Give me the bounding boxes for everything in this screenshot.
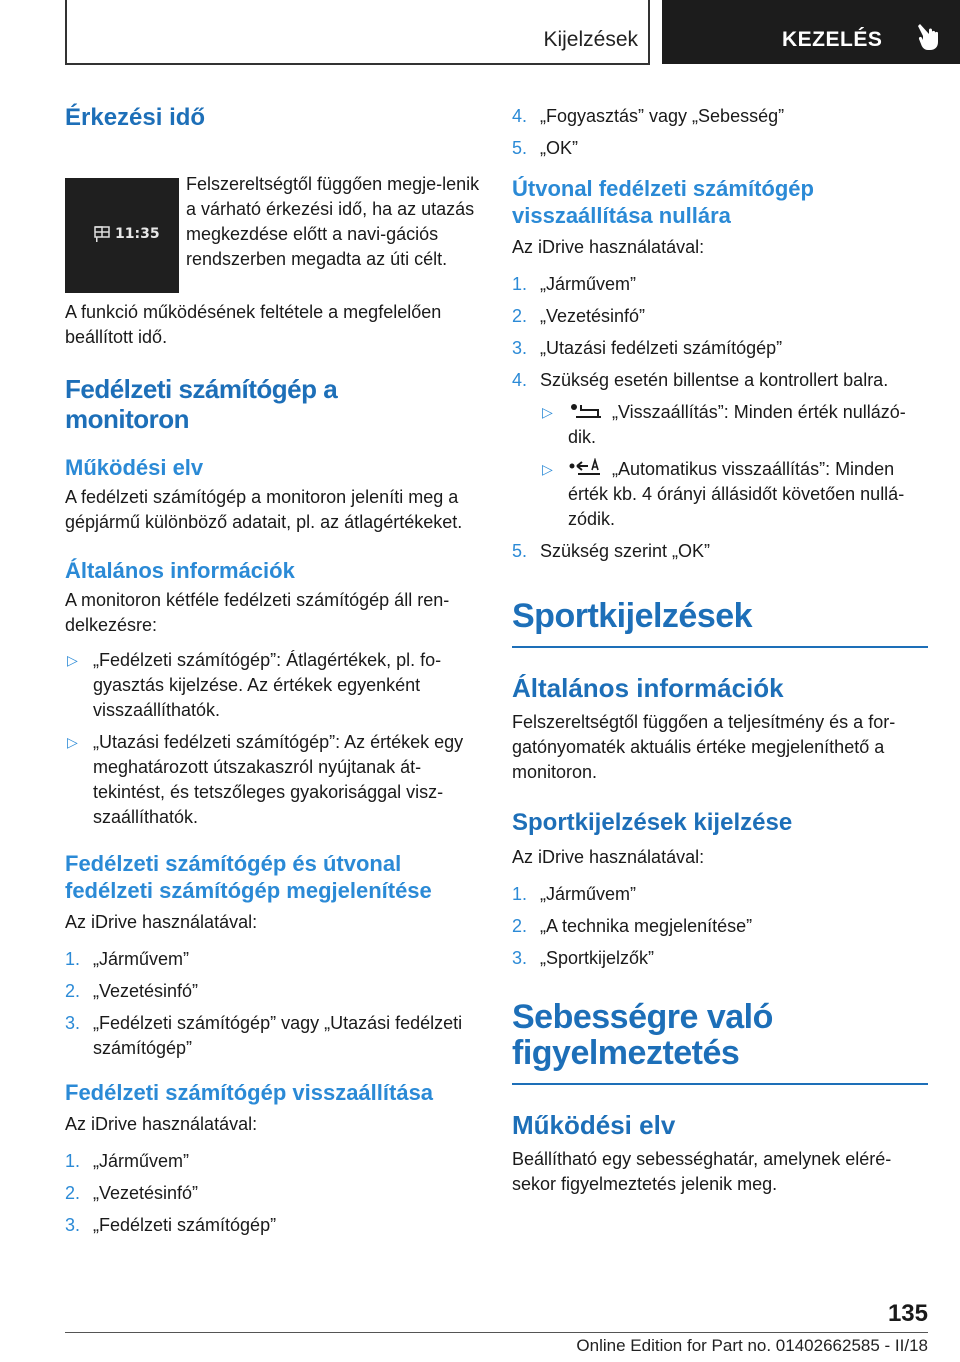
list-item-text: „Fedélzeti számítógép”: Átlagértékek, pl. fo-gyasztás kijelzése. Az értékek egyenként visszaállíthatók. [93, 650, 442, 720]
sport-display-steps [512, 882, 928, 971]
header-line-left [65, 0, 67, 64]
arrival-title: Érkezési idő [65, 104, 206, 131]
header-chapter-label: KEZELÉS [782, 28, 883, 51]
step-text: „Járművem” [540, 884, 637, 904]
destination-flag-icon [93, 225, 111, 243]
step-number: 3. [512, 948, 528, 968]
step-text: Szükség szerint „OK” [540, 541, 711, 561]
step-number: 1. [512, 884, 528, 904]
page-number: 135 [887, 1300, 928, 1327]
step-text: „OK” [540, 138, 578, 158]
step-number: 1. [512, 274, 528, 294]
sport-display-intro: Az iDrive használatával: [512, 847, 705, 867]
general-text: A monitoron kétféle fedélzeti számítógép áll ren-delkezésre: [65, 590, 450, 635]
header-line-right [648, 0, 650, 64]
step-number: 2. [65, 981, 81, 1001]
triangle-bullet-icon: ▷ [67, 652, 78, 668]
sport-general-title: Általános információk [512, 673, 784, 703]
list-item [512, 946, 928, 971]
step-text: „Fedélzeti számítógép” vagy „Utazási fedélzeti számítógép” [93, 1013, 463, 1058]
list-item [512, 368, 928, 393]
list-item [512, 882, 928, 907]
sport-title: Sportkijelzések [512, 597, 753, 635]
arrival-block [65, 132, 480, 300]
step-text: „Járművem” [93, 949, 190, 969]
step-text: „Fedélzeti számítógép” [93, 1215, 277, 1235]
step-number: 3. [65, 1013, 81, 1033]
step-text: „Fogyasztás” vagy „Sebesség” [540, 106, 785, 126]
triangle-bullet-icon: ▷ [67, 734, 78, 750]
list-item [65, 648, 480, 723]
display-title: Fedélzeti számítógép és útvonal fedélzeti számítógép megjelenítése [65, 851, 432, 903]
list-item [512, 539, 928, 564]
header-line-bottom [65, 63, 650, 65]
list-item [65, 979, 480, 1004]
pointing-hand-icon [916, 22, 942, 52]
general-bullet-list [65, 648, 480, 830]
step-number: 4. [512, 106, 528, 126]
triangle-bullet-icon: ▷ [542, 404, 553, 420]
step-number: 3. [65, 1215, 81, 1235]
step-number: 1. [65, 1151, 81, 1171]
speed-rule [512, 1083, 928, 1085]
step-text: „Járművem” [93, 1151, 190, 1171]
list-item [65, 947, 480, 972]
step-number: 1. [65, 949, 81, 969]
step-text: „Utazási fedélzeti számítógép” [540, 338, 783, 358]
edition-footer: Online Edition for Part no. 01402662585 - II/18 [576, 1336, 928, 1355]
step-text: „Vezetésinfó” [93, 1183, 199, 1203]
step-number: 5. [512, 138, 528, 158]
display-intro: Az iDrive használatával: [65, 912, 258, 932]
reset-icon [568, 401, 604, 421]
trip-reset-title: Útvonal fedélzeti számítógép visszaállítása nullára [512, 176, 814, 228]
step-number: 2. [65, 1183, 81, 1203]
list-item [65, 1011, 480, 1061]
step-number: 5. [512, 541, 528, 561]
step-text: „Járművem” [540, 274, 637, 294]
arrival-display-time: 11:35 [115, 226, 160, 242]
list-item [65, 1181, 480, 1206]
list-item [512, 272, 928, 297]
step-number: 2. [512, 916, 528, 936]
computer-title: Fedélzeti számítógép a monitoron [65, 374, 338, 434]
step-text: „Sportkijelzők” [540, 948, 655, 968]
reset-title: Fedélzeti számítógép visszaállítása [65, 1080, 434, 1105]
header-section-title: Kijelzések [543, 28, 638, 51]
list-item [512, 304, 928, 329]
sport-rule [512, 646, 928, 648]
step-text: „Vezetésinfó” [93, 981, 199, 1001]
list-item [540, 457, 928, 532]
auto-reset-icon [568, 458, 604, 478]
speed-title: Sebességre való figyelmeztetés [512, 998, 773, 1072]
list-item [65, 1149, 480, 1174]
sub-item-text: „Visszaállítás”: Minden érték nullázó-dik. [568, 402, 906, 447]
step-number: 2. [512, 306, 528, 326]
arrival-note: A funkció működésének feltétele a megfelelően beállított idő. [65, 302, 442, 347]
footer-rule [65, 1332, 862, 1333]
left-column [65, 100, 480, 1245]
arrival-text: Felszereltségtől függően megje-lenik a várható érkezési idő, ha az utazás megkezdése előtt a navi-gációs rendszerben megadta az úti célt. [186, 174, 480, 269]
display-steps [65, 947, 480, 1061]
speed-principle-title: Működési elv [512, 1110, 676, 1140]
step-number: 4. [512, 370, 528, 390]
footer-rule-right [862, 1332, 928, 1333]
sport-general-text: Felszereltségtől függően a teljesítmény és a for-gatónyomaték aktuális értéke megjeleníthető a monitoron. [512, 712, 896, 782]
list-item [512, 136, 928, 161]
step-number: 3. [512, 338, 528, 358]
triangle-bullet-icon: ▷ [542, 461, 553, 477]
list-item [540, 400, 928, 450]
sport-display-title: Sportkijelzések kijelzése [512, 809, 793, 836]
trip-reset-steps [512, 272, 928, 564]
reset-steps [65, 1149, 480, 1238]
sub-item-text: „Automatikus visszaállítás”: Minden érték kb. 4 órányi állásidőt követően nullá-zódik. [568, 459, 905, 529]
header-chapter-tab [662, 0, 960, 64]
list-item [512, 336, 928, 361]
list-item [65, 1213, 480, 1238]
continued-steps [512, 104, 928, 161]
reset-intro: Az iDrive használatával: [65, 1114, 258, 1134]
speed-principle-text: Beállítható egy sebességhatár, amelynek eléré-sekor figyelmeztetés jelenik meg. [512, 1149, 892, 1194]
principle-title: Működési elv [65, 455, 204, 480]
list-item [512, 104, 928, 129]
list-item [65, 730, 480, 830]
list-item [512, 914, 928, 939]
general-title: Általános információk [65, 558, 295, 583]
arrival-display-image [65, 178, 179, 293]
step-text: „Vezetésinfó” [540, 306, 646, 326]
trip-reset-intro: Az iDrive használatával: [512, 237, 705, 257]
principle-text: A fedélzeti számítógép a monitoron jeleníti meg a gépjármű különböző adatait, pl. az átlagértékeket. [65, 487, 463, 532]
right-column [512, 100, 928, 1197]
list-item-text: „Utazási fedélzeti számítógép”: Az értékek egy meghatározott útszakaszról nyújtanak át-tekintést, és tetszőleges gyakorisággal visz-szaállíthatók. [93, 732, 464, 827]
step-text: Szükség esetén billentse a kontrollert balra. [540, 370, 889, 390]
step-text: „A technika megjelenítése” [540, 916, 753, 936]
